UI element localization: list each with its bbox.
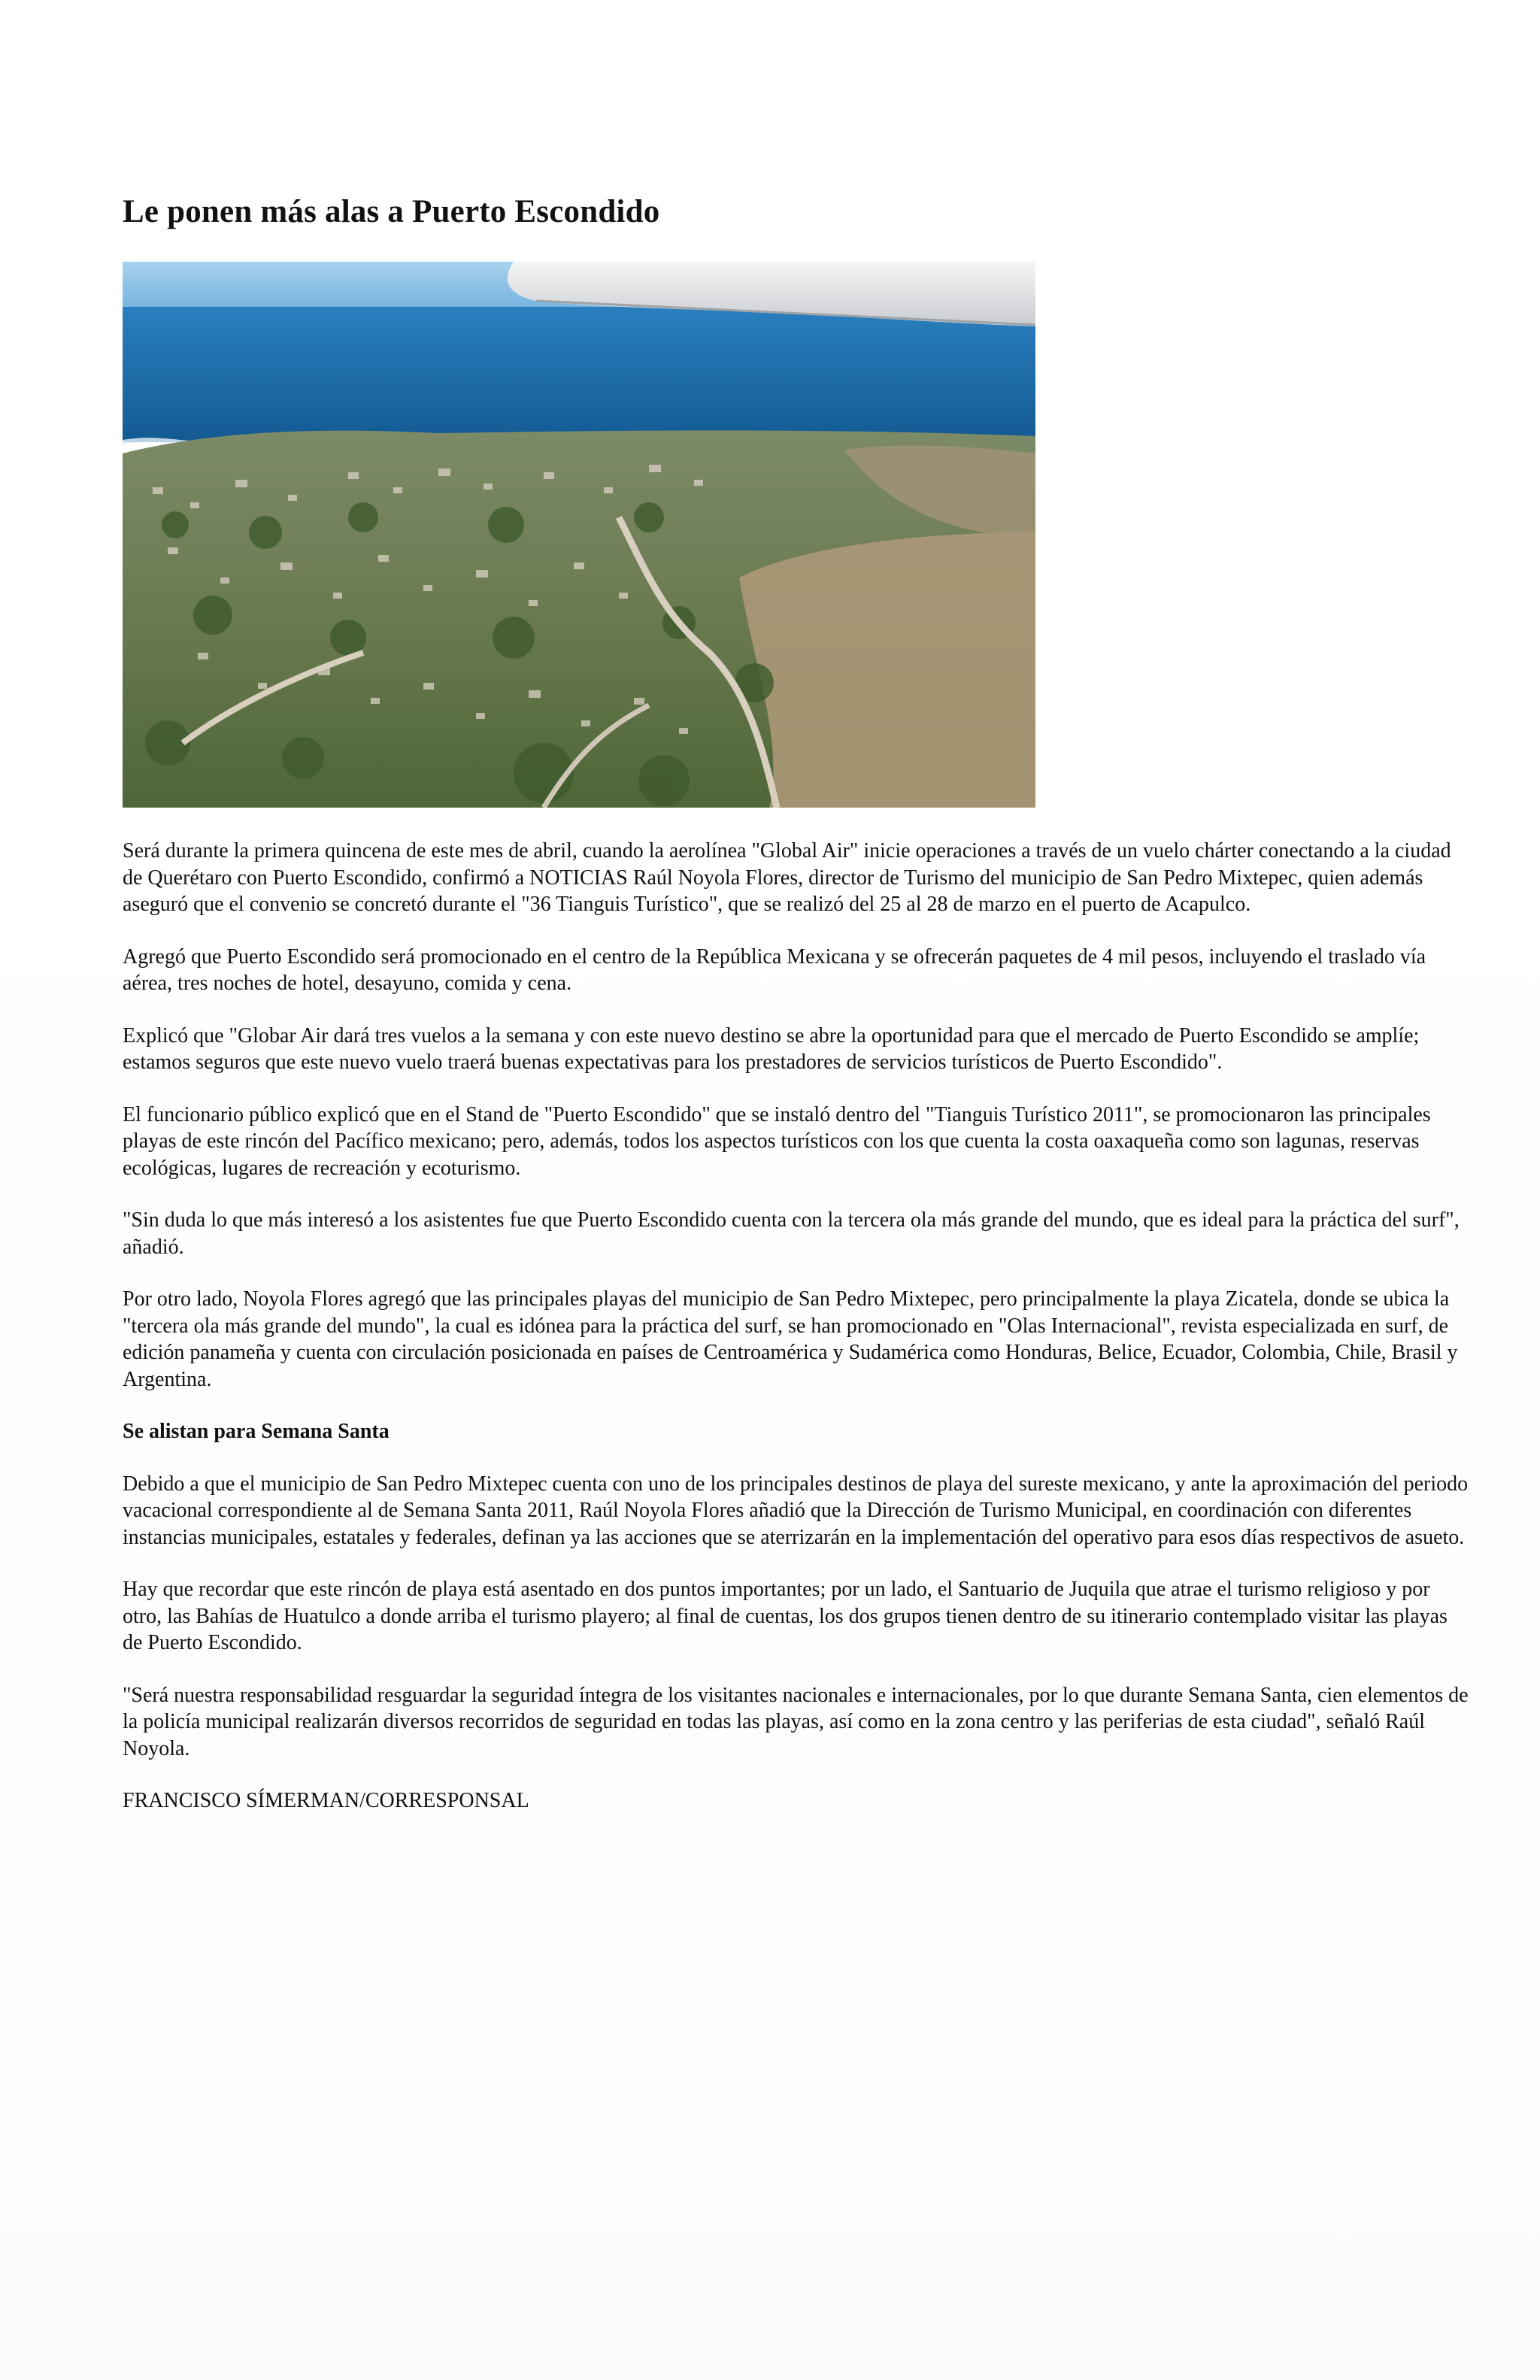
aerial-photo-illustration: [123, 262, 1035, 808]
paragraph-7: Debido a que el municipio de San Pedro Mixtepec cuenta con uno de los principales destinos de playa del sureste mexicano, y ante la aproximación del periodo vacacional correspondiente al de Semana Santa 2011, Raúl Noyola Flores añadió que la Dirección de Turismo Municipal, en coordinación con diferentes instancias municipales, estatales y federales, definan ya las acciones que se aterrizarán en la implementación del operativo para esos días respectivos de asueto.: [123, 1472, 1469, 1549]
paragraph-8: Hay que recordar que este rincón de playa está asentado en dos puntos importantes; por un lado, el Santuario de Juquila que atrae el turismo religioso y por otro, las Bahías de Huatulco a donde arriba el turismo playero; al final de cuentas, los dos grupos tienen dentro de su itinerario contemplado visitar las playas de Puerto Escondido.: [123, 1578, 1448, 1654]
paragraph-9: "Será nuestra responsabilidad resguardar la seguridad íntegra de los visitantes nacionales e internacionales, por lo que durante Semana Santa, cien elementos de la policía municipal realizarán diversos recorridos de seguridad en todas las playas, así como en la zona centro y las periferias de esta ciudad", señaló Raúl Noyola.: [123, 1683, 1469, 1760]
article-body: [123, 838, 1469, 1815]
paragraph-6: Por otro lado, Noyola Flores agregó que las principales playas del municipio de San Pedro Mixtepec, pero principalmente la playa Zicatela, donde se ubica la "tercera ola más grande del mundo", la cual es idónea para la práctica del surf, se han promocionado en "Olas Internacional", revista especializada en surf, de edición panameña y cuenta con circulación posicionada en países de Centroamérica y Sudamérica como Honduras, Belice, Ecuador, Colombia, Chile, Brasil y Argentina.: [123, 1287, 1458, 1391]
paragraph-2: Agregó que Puerto Escondido será promocionado en el centro de la República Mexicana y se ofrecerán paquetes de 4 mil pesos, incluyendo el traslado vía aérea, tres noches de hotel, desayuno, comida y cena.: [123, 944, 1426, 995]
paragraph-5: "Sin duda lo que más interesó a los asistentes fue que Puerto Escondido cuenta con la tercera ola más grande del mundo, que es ideal para la práctica del surf", añadió.: [123, 1208, 1460, 1259]
byline: FRANCISCO SÍMERMAN/CORRESPONSAL: [123, 1789, 529, 1812]
paragraph-3: Explicó que "Globar Air dará tres vuelos a la semana y con este nuevo destino se abre la oportunidad para que el mercado de Puerto Escondido se amplíe; estamos seguros que este nuevo vuelo traerá buenas expectativas para los prestadores de servicios turísticos de Puerto Escondido".: [123, 1023, 1420, 1074]
article: [123, 189, 1469, 1815]
aerial-photo-puerto-escondido: [123, 262, 1035, 808]
section-subheading: Se alistan para Semana Santa: [123, 1420, 390, 1443]
article-title: Le ponen más alas a Puerto Escondido: [123, 194, 660, 229]
paragraph-1: Será durante la primera quincena de este mes de abril, cuando la aerolínea "Global Air" inicie operaciones a través de un vuelo chárter conectando a la ciudad de Querétaro con Puerto Escondido, confirmó a NOTICIAS Raúl Noyola Flores, director de Turismo del municipio de San Pedro Mixtepec, quien además aseguró que el convenio se concretó durante el "36 Tianguis Turístico", que se realizó del 25 al 28 de marzo en el puerto de Acapulco.: [123, 839, 1451, 916]
paragraph-4: El funcionario público explicó que en el Stand de "Puerto Escondido" que se instaló dentro del "Tianguis Turístico 2011", se promocionaron las principales playas de este rincón del Pacífico mexicano; pero, además, todos los aspectos turísticos con los que cuenta la costa oaxaqueña como son lagunas, reservas ecológicas, lugares de recreación y ecoturismo.: [123, 1102, 1431, 1180]
